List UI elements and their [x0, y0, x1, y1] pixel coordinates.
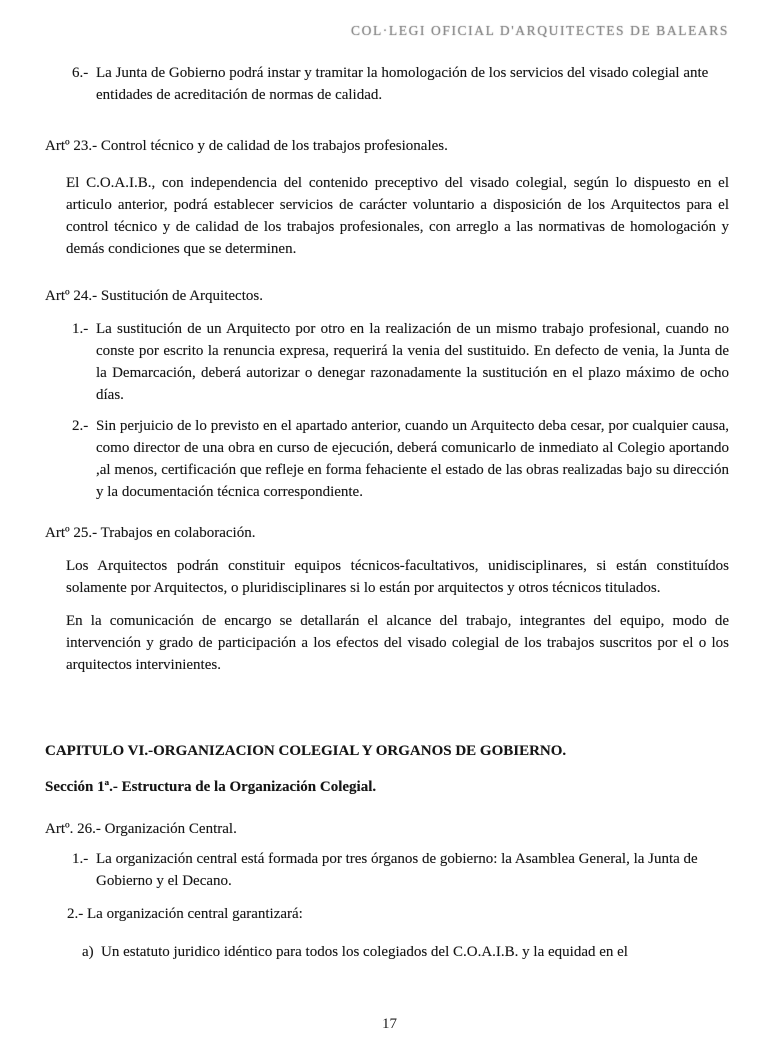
section-heading: Sección 1ª.- Estructura de la Organización Colegial. — [45, 779, 377, 795]
letterhead-title: COL·LEGI OFICIAL D'ARQUITECTES DE BALEARS — [350, 23, 729, 38]
article-24-item-2 — [72, 415, 729, 503]
article-24-heading: Artº 24.- Sustitución de Arquitectos. — [45, 288, 263, 304]
item-number: 2.- — [72, 418, 89, 434]
article-26-subitem-a — [82, 941, 729, 963]
article-23-paragraph: El C.O.A.I.B., con independencia del contenido preceptivo del visado colegial, según lo dispuesto en el articulo anterior, podrá establecer servicios de carácter voluntario a disposición de los Arquitectos para el control técnico y de calidad de los trabajos profesionales, con arreglo a las normativas de homologación y demás condiciones que se determinen. — [66, 175, 729, 257]
article-24-item-1 — [72, 318, 729, 406]
item-number: 1.- — [72, 321, 89, 337]
subitem-label: a) — [82, 944, 94, 960]
article-26-item-2 — [67, 903, 729, 925]
item-text: La organización central está formada por tres órganos de gobierno: la Asamblea General, la Junta de Gobierno y el Decano. — [96, 851, 698, 889]
item-text: Sin perjuicio de lo previsto en el apartado anterior, cuando un Arquitecto deba cesar, por cualquier causa, como director de una obra en curso de ejecución, deberá comunicarlo de inmediato al Colegio aportando ,al menos, certificación que refleje en forma fehaciente el estado de las obras realizadas bajo su dirección y la documentación técnica correspondiente. — [96, 418, 729, 500]
item-number: 2.- — [67, 906, 84, 922]
page-number: 17 — [382, 1016, 397, 1032]
article-23-heading: Artº 23.- Control técnico y de calidad de los trabajos profesionales. — [45, 138, 448, 154]
article-26-item-1 — [72, 848, 729, 892]
item-text: La sustitución de un Arquitecto por otro en la realización de un mismo trabajo profesional, cuando no conste por escrito la renuncia expresa, requerirá la venia del sustituido. En defecto de venia, la Junta de la Demarcación, deberá autorizar o denegar razonadamente la sustitución en el plazo máximo de ocho días. — [96, 321, 729, 403]
item-number: 1.- — [72, 851, 89, 867]
article-25-paragraph-1: Los Arquitectos podrán constituir equipos técnicos-facultativos, unidisciplinares, si están constituídos solamente por Arquitectos, o pluridisciplinares si lo están por arquitectos y otros técnicos titulados. — [66, 558, 729, 596]
article-26-heading: Artº. 26.- Organización Central. — [45, 821, 237, 837]
item-number: 6.- — [72, 65, 89, 81]
clause-6-item — [72, 62, 729, 106]
subitem-text: Un estatuto juridico idéntico para todos los colegiados del C.O.A.I.B. y la equidad en el — [101, 944, 628, 960]
chapter-heading: CAPITULO VI.-ORGANIZACION COLEGIAL Y ORGANOS DE GOBIERNO. — [45, 743, 567, 759]
article-25-heading: Artº 25.- Trabajos en colaboración. — [45, 525, 256, 541]
item-text: La Junta de Gobierno podrá instar y tramitar la homologación de los servicios del visado colegial ante entidades de acreditación de normas de calidad. — [96, 65, 709, 103]
article-25-paragraph-2: En la comunicación de encargo se detallarán el alcance del trabajo, integrantes del equipo, modo de intervención y grado de participación a los efectos del visado colegial de los trabajos suscritos por el o los arquitectos intervinientes. — [66, 613, 729, 673]
item-text: La organización central garantizará: — [87, 906, 303, 922]
